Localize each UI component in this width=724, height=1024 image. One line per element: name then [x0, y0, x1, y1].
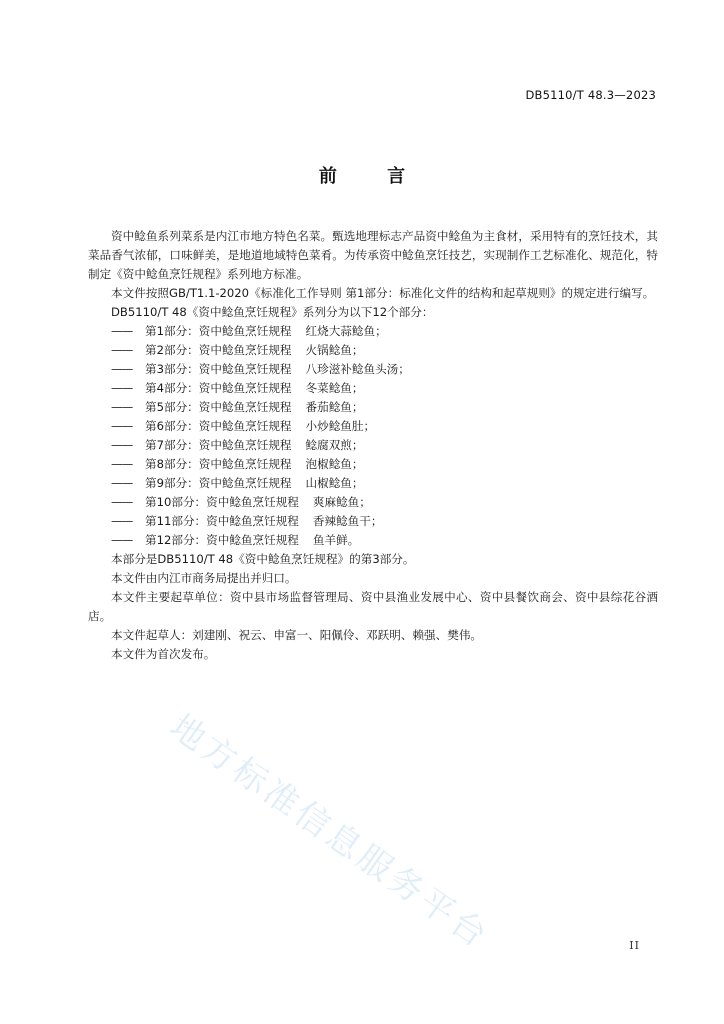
part-name: 第10部分：资中鲶鱼烹饪规程 [145, 495, 299, 509]
dish-name: 火锅鲶鱼； [305, 343, 364, 357]
first-release-note: 本文件为首次发布。 [111, 647, 216, 661]
list-item [88, 436, 658, 455]
list-item [88, 379, 658, 398]
part-name: 第5部分：资中鲶鱼烹饪规程 [145, 400, 292, 414]
dish-name: 鱼羊鲜。 [312, 533, 360, 547]
document-code: DB5110/T 48.3—2023 [525, 88, 656, 102]
dish-name: 小炒鲶鱼肚； [305, 419, 376, 433]
dish-name: 山椒鲶鱼； [305, 476, 364, 490]
part-name: 第12部分：资中鲶鱼烹饪规程 [145, 533, 299, 547]
dish-name: 八珍滋补鲶鱼头汤； [305, 362, 410, 376]
list-item [88, 512, 658, 531]
list-dash: —— [111, 495, 133, 509]
list-dash: —— [111, 533, 133, 547]
list-dash: —— [111, 419, 133, 433]
dish-name: 鲶腐双煎； [305, 438, 364, 452]
list-dash: —— [111, 400, 133, 414]
list-item [88, 455, 658, 474]
part-name: 第11部分：资中鲶鱼烹饪规程 [145, 514, 299, 528]
list-item [88, 474, 658, 493]
dish-name: 红烧大蒜鲶鱼； [305, 324, 387, 338]
drafting-units: 本文件主要起草单位：资中县市场监督管理局、资中县渔业发展中心、资中县餐饮商会、资中县综花谷酒店。 [88, 590, 658, 623]
proposer-statement: 本文件由内江市商务局提出并归口。 [111, 571, 297, 585]
list-item [88, 398, 658, 417]
part-name: 第3部分：资中鲶鱼烹饪规程 [145, 362, 292, 376]
page-title: 前 言 [318, 166, 428, 187]
list-dash: —— [111, 476, 133, 490]
list-dash: —— [111, 457, 133, 471]
list-dash: —— [111, 362, 133, 376]
list-item [88, 493, 658, 512]
list-item [88, 531, 658, 550]
list-dash: —— [111, 438, 133, 452]
list-item [88, 417, 658, 436]
part-name: 第9部分：资中鲶鱼烹饪规程 [145, 476, 292, 490]
page-number: II [629, 939, 640, 952]
list-item [88, 322, 658, 341]
dish-name: 泡椒鲶鱼； [305, 457, 364, 471]
dish-name: 番茄鲶鱼； [305, 400, 364, 414]
part-name: 第6部分：资中鲶鱼烹饪规程 [145, 419, 292, 433]
dish-name: 冬菜鲶鱼； [305, 381, 364, 395]
drafting-basis-paragraph: 本文件按照GB/T1.1-2020《标准化工作导则 第1部分：标准化文件的结构和起草规则》的规定进行编写。 [111, 286, 655, 300]
intro-paragraph: 资中鲶鱼系列菜系是内江市地方特色名菜。甄选地理标志产品资中鲶鱼为主食材，采用特有的烹饪技术，其菜品香气浓郁，口味鲜美，是地道地域特色菜肴。为传承资中鲶鱼烹饪技艺，实现制作工艺标准化、规范化，特制定《资中鲶鱼烹饪规程》系列地方标准。 [88, 229, 658, 281]
list-item [88, 341, 658, 360]
parts-list [88, 322, 658, 550]
drafters: 本文件起草人：刘建刚、祝云、申富一、阳佩伶、邓跃明、赖强、樊伟。 [111, 628, 483, 642]
dish-name: 香辣鲶鱼干； [312, 514, 383, 528]
watermark: 地方标准信息服务平台 [162, 706, 497, 958]
part-name: 第2部分：资中鲶鱼烹饪规程 [145, 343, 292, 357]
series-parts-intro: DB5110/T 48《资中鲶鱼烹饪规程》系列分为以下12个部分： [111, 305, 434, 319]
part-name: 第8部分：资中鲶鱼烹饪规程 [145, 457, 292, 471]
part-name: 第1部分：资中鲶鱼烹饪规程 [145, 324, 292, 338]
list-dash: —— [111, 343, 133, 357]
part-name: 第4部分：资中鲶鱼烹饪规程 [145, 381, 292, 395]
list-dash: —— [111, 514, 133, 528]
list-dash: —— [111, 381, 133, 395]
part-statement: 本部分是DB5110/T 48《资中鲶鱼烹饪规程》的第3部分。 [111, 552, 415, 566]
list-dash: —— [111, 324, 133, 338]
list-item [88, 360, 658, 379]
dish-name: 爽麻鲶鱼； [312, 495, 371, 509]
document-body [88, 227, 658, 664]
part-name: 第7部分：资中鲶鱼烹饪规程 [145, 438, 292, 452]
